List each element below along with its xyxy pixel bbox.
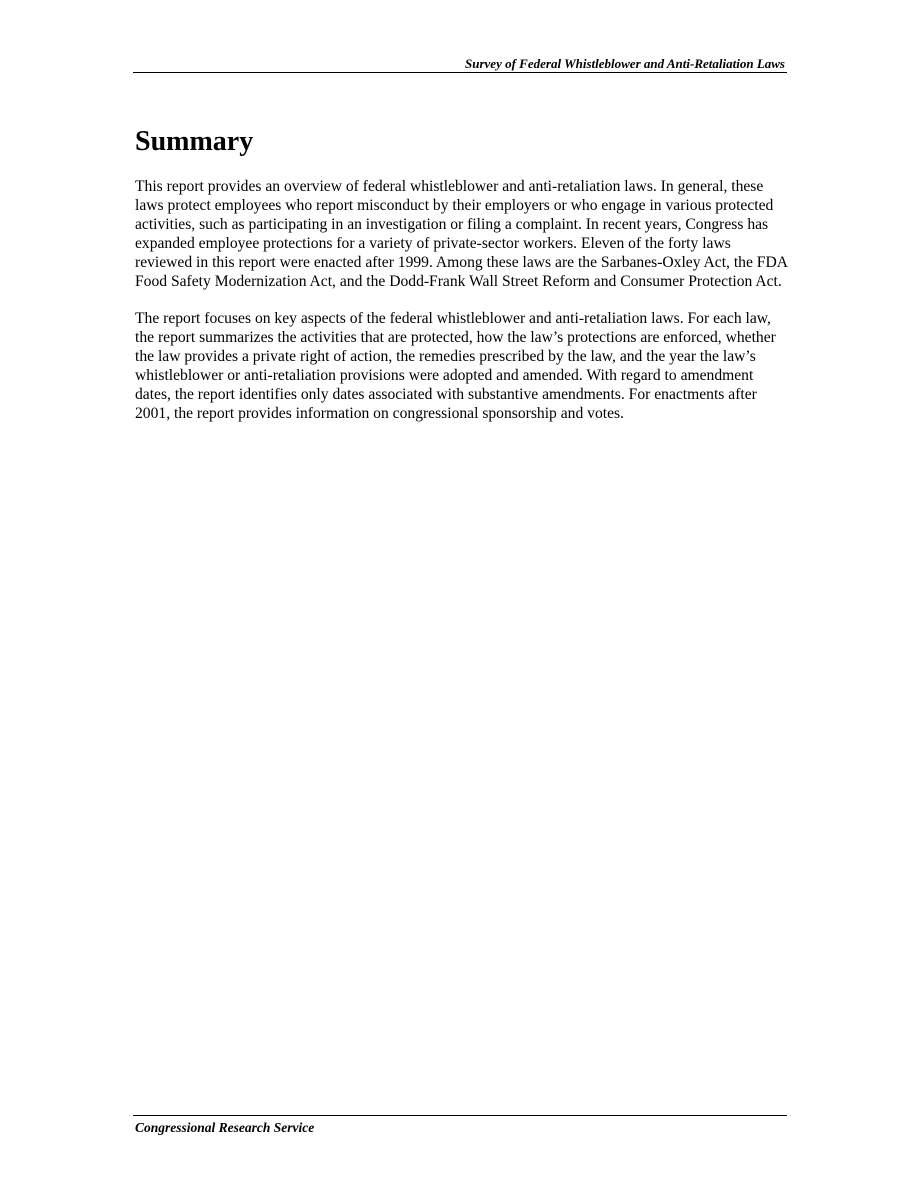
header-divider [133, 72, 787, 73]
running-footer: Congressional Research Service [135, 1120, 315, 1135]
footer-divider [133, 1115, 787, 1116]
running-header: Survey of Federal Whistleblower and Anti-Retaliation Laws [465, 56, 785, 71]
summary-paragraph-2: The report focuses on key aspects of the federal whistleblower and anti-retaliation laws. For each law, the report summarizes the activities that are protected, how the law’s protections are enforced, whether the law provides a private right of action, the remedies prescribed by the law, and the year the law’s whistleblower or anti-retaliation provisions were adopted and amended. With regard to amendment dates, the report identifies only dates associated with substantive amendments. For enactments after 2001, the report provides information on congressional sponsorship and votes. [135, 310, 776, 422]
page-title: Summary [135, 126, 254, 157]
summary-body [135, 177, 791, 441]
summary-paragraph-1: This report provides an overview of federal whistleblower and anti-retaliation laws. In general, these laws protect employees who report misconduct by their employers or who engage in various protected activities, such as participating in an investigation or filing a complaint. In recent years, Congress has expanded employee protections for a variety of private-sector workers. Eleven of the forty laws reviewed in this report were enacted after 1999. Among these laws are the Sarbanes-Oxley Act, the FDA Food Safety Modernization Act, and the Dodd-Frank Wall Street Reform and Consumer Protection Act. [135, 178, 788, 290]
